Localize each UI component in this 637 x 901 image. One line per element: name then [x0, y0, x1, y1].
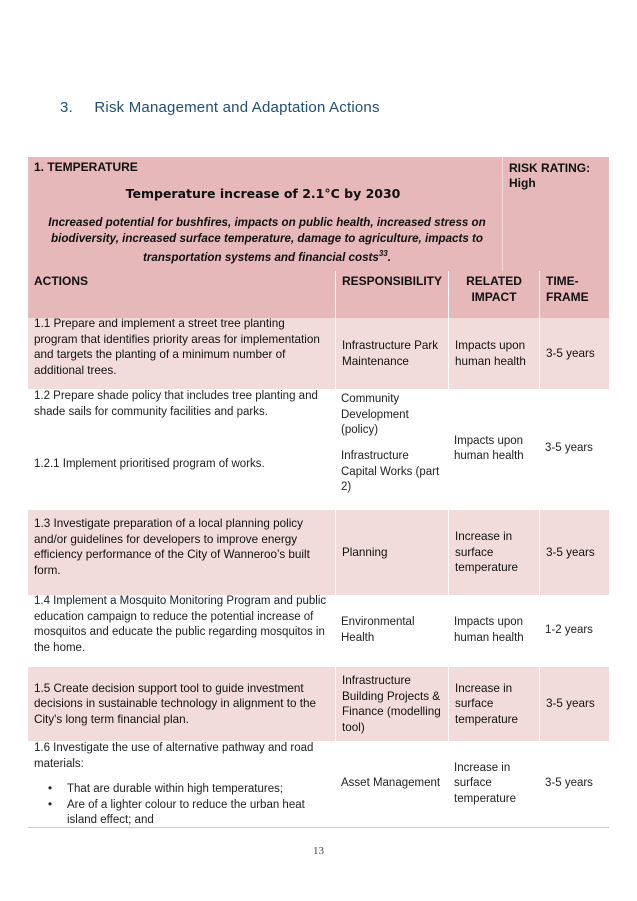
responsibility-subtext: Infrastructure Capital Works (part 2) [341, 450, 440, 493]
responsibility-text: Infrastructure Park Maintenance [342, 339, 439, 368]
table-row [28, 595, 609, 666]
impact-text: Increase in surface temperature [454, 761, 517, 805]
list-item: • Are of a lighter colour to reduce the urban heat island effect; and [28, 798, 330, 829]
page-number: 13 [313, 845, 324, 857]
action-cell [28, 667, 334, 741]
impacts-text-end: . [387, 250, 391, 264]
impact-text: Impacts upon human health [455, 339, 526, 368]
impact-cell [448, 510, 539, 595]
responsibility-text: Environmental Health [341, 616, 415, 644]
responsibility-text: Planning [342, 545, 388, 559]
list-item: • That are durable within high temperatures; [28, 782, 330, 798]
responsibility-cell [335, 595, 447, 666]
timeframe-cell [539, 595, 609, 666]
impact-text: Increase in surface temperature [455, 681, 519, 726]
section-title: Risk Management and Adaptation Actions [94, 99, 380, 116]
footnote-ref: 33 [378, 249, 388, 258]
impact-cell [448, 741, 538, 827]
timeframe-cell [539, 741, 609, 827]
table-row [28, 318, 609, 389]
action-cell [28, 741, 334, 827]
section-heading [60, 99, 380, 116]
header-related-impact: RELATED IMPACT [448, 271, 539, 318]
actions-table-header [28, 271, 609, 318]
action-subtext: 1.2.1 Implement prioritised program of works. [34, 458, 265, 470]
risk-rating-cell [502, 157, 610, 271]
action-text: 1.2 Prepare shade policy that includes tree planting and shade sails for community facilities and parks. [34, 390, 318, 418]
responsibility-text: Infrastructure Building Projects & Finance (modelling tool) [342, 674, 441, 734]
timeframe-cell [539, 389, 609, 509]
timeframe-cell [539, 510, 610, 595]
section-number: 3. [60, 99, 73, 116]
timeframe-cell [539, 318, 610, 389]
timeframe-text: 3-5 years [546, 346, 595, 360]
responsibility-cell [335, 741, 447, 827]
action-text: 1.5 Create decision support tool to guide investment decisions in sustainable technology in alignment to the City's long term financial plan. [34, 681, 316, 726]
action-text: 1.6 Investigate the use of alternative pathway and road materials: [34, 742, 314, 770]
timeframe-text: 1-2 years [545, 623, 593, 636]
temperature-subtitle: Temperature increase of 2.1°C by 2030 [125, 186, 401, 201]
action-cell [28, 595, 334, 666]
impacts-text: Increased potential for bushfires, impacts on public health, increased stress on biodiversity, increased surface temperature, damage to agriculture, impacts to transportation systems and financial costs [48, 216, 486, 264]
temperature-impacts-description [36, 215, 498, 265]
table-row [28, 389, 609, 509]
table-row [28, 510, 609, 595]
responsibility-cell [335, 510, 448, 595]
action-text: 1.3 Investigate preparation of a local planning policy and/or guidelines for developers to improve energy efficiency performance of the City of Wanneroo’s built form. [34, 517, 310, 577]
action-text: 1.4 Implement a Mosquito Monitoring Program and public education campaign to reduce the potential increase of mosquitos and educate the public regarding mosquitos in the home. [34, 595, 327, 654]
header-actions: ACTIONS [34, 274, 88, 288]
responsibility-text: Asset Management [341, 777, 441, 790]
timeframe-text: 3-5 years [546, 545, 595, 559]
impact-text: Increase in surface temperature [455, 530, 519, 575]
header-responsibility: RESPONSIBILITY [335, 271, 448, 318]
impact-cell [448, 389, 538, 509]
impact-cell [448, 318, 539, 389]
timeframe-text: 3-5 years [545, 777, 593, 790]
table-row [28, 741, 609, 828]
timeframe-text: 3-5 years [546, 697, 595, 711]
action-text: 1.1 Prepare and implement a street tree planting program that identifies priority areas for implementation and targets the planting of a minimum number of additional trees. [34, 317, 320, 377]
header-timeframe: TIME- FRAME [539, 271, 610, 318]
temperature-risk-box [28, 157, 609, 271]
temperature-description-cell [28, 157, 498, 271]
action-cell [28, 389, 334, 509]
responsibility-cell [335, 667, 448, 741]
action-cell [28, 318, 334, 389]
responsibility-cell [335, 389, 447, 509]
risk-rating-label: RISK RATING: [509, 161, 591, 175]
impact-cell [448, 667, 539, 741]
timeframe-cell [539, 667, 610, 741]
responsibility-cell [335, 318, 448, 389]
risk-rating-value: High [509, 176, 536, 190]
table-row [28, 667, 609, 741]
action-cell [28, 510, 334, 595]
timeframe-text: 3-5 years [545, 442, 593, 455]
impact-text: Impacts upon human health [454, 616, 524, 644]
impact-cell [448, 595, 538, 666]
responsibility-text: Community Development (policy) [341, 393, 409, 436]
action-bullet-list [28, 782, 330, 829]
impact-text: Impacts upon human health [454, 434, 524, 462]
temperature-title: 1. TEMPERATURE [34, 160, 138, 174]
